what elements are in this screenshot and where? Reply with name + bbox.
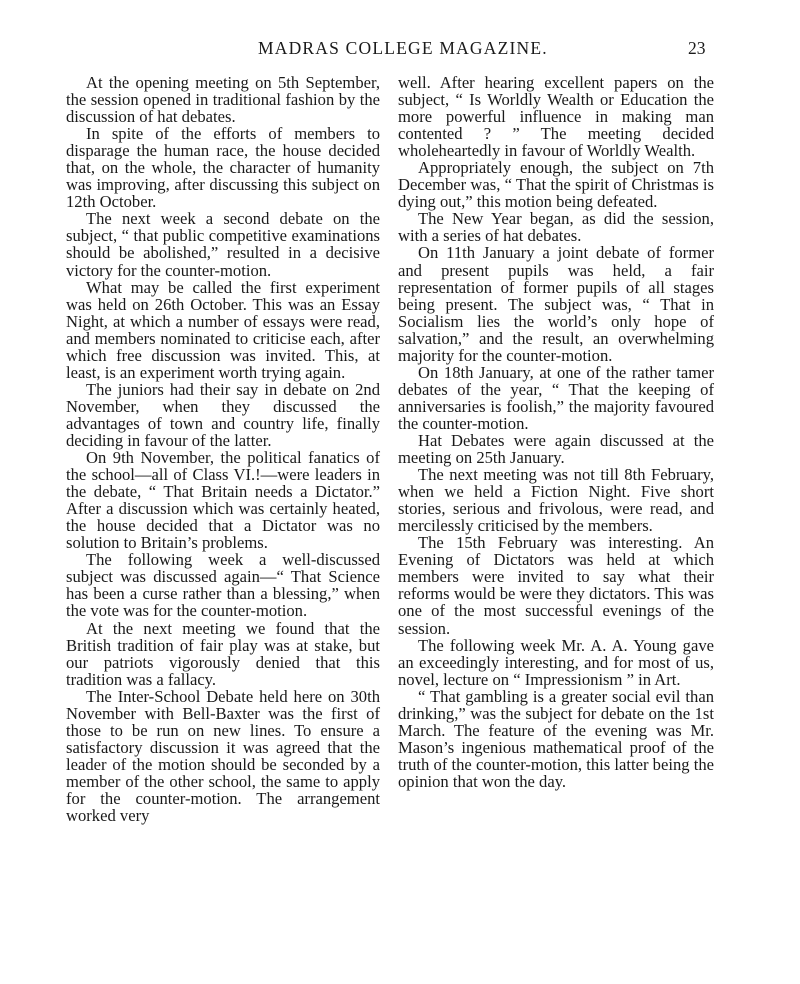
paragraph: The Inter-School Debate held here on 30th November with Bell-Baxter was the first of those to be run on new lines. To ensure a satisfactory discussion it was agreed that the leader of the motion should be seconded by a member of the other school, the same to apply for the counter-motion. The arrangement worked very [66, 686, 380, 826]
left-column [66, 74, 380, 824]
running-title: MADRAS COLLEGE MAGAZINE. [258, 38, 548, 58]
paragraph: The next week a second debate on the subject, “ that public competitive examinations should be abolished,” resulted in a decisive victory for the counter-motion. [66, 209, 380, 280]
right-column [398, 74, 714, 790]
paragraph: “ That gambling is a greater social evil than drinking,” was the subject for debate on the 1st March. The feature of the evening was Mr. Mason’s ingenious mathematical proof of the truth of the counter-motion, this latter being the opinion that won the day. [398, 686, 714, 791]
paragraph: On 9th November, the political fanatics of the school—all of Class VI.!—were leaders in the debate, “ That Britain needs a Dictator.” After a discussion which was certainly heated, the house decided that a Dictator was no solution to Britain’s problems. [66, 448, 380, 553]
paragraph: The 15th February was interesting. An Evening of Dictators was held at which members were invited to say what their reforms would be were they dictators. This was one of the most successful evenings of the session. [398, 533, 714, 638]
paragraph: The following week Mr. A. A. Young gave an exceedingly interesting, and for most of us, novel, lecture on “ Impressionism ” in Art. [398, 635, 714, 689]
paragraph: The New Year began, as did the session, with a series of hat debates. [398, 209, 714, 246]
paragraph: The following week a well-discussed subject was discussed again—“ That Science has been a curse rather than a blessing,” when the vote was for the counter-motion. [66, 550, 380, 621]
paragraph: In spite of the efforts of members to disparage the human race, the house decided that, on the whole, the character of humanity was improving, after discussing this subject on 12th October. [66, 124, 380, 212]
paragraph-continued: well. After hearing excellent papers on the subject, “ Is Worldly Wealth or Education the more powerful influence in making man contented ? ” The meeting decided wholeheartedly in favour of Worldly Wealth. [398, 73, 714, 161]
paragraph: The next meeting was not till 8th February, when we held a Fiction Night. Five short stories, serious and frivolous, were read, and mercilessly criticised by the members. [398, 465, 714, 536]
paragraph: On 11th January a joint debate of former and present pupils was held, a fair representation of former pupils of all stages being present. The subject was, “ That in Socialism lies the world’s only hope of salvation,” and the result, an overwhelming majority for the counter-motion. [398, 243, 714, 365]
page-number: 23 [688, 38, 706, 58]
paragraph: At the next meeting we found that the British tradition of fair play was at stake, but our patriots vigorously denied that this tradition was a fallacy. [66, 618, 380, 689]
paragraph: On 18th January, at one of the rather tamer debates of the year, “ That the keeping of anniversaries is foolish,” the majority favoured the counter-motion. [398, 362, 714, 433]
paragraph: Hat Debates were again discussed at the meeting on 25th January. [398, 430, 714, 468]
paragraph: At the opening meeting on 5th September, the session opened in traditional fashion by the discussion of hat debates. [66, 73, 380, 127]
paragraph: Appropriately enough, the subject on 7th December was, “ That the spirit of Christmas is dying out,” this motion being defeated. [398, 158, 714, 212]
paragraph: What may be called the first experiment was held on 26th October. This was an Essay Night, at which a number of essays were read, and members nominated to criticise each, after which free discussion was invited. This, at least, is an experiment worth trying again. [66, 277, 380, 382]
paragraph: The juniors had their say in debate on 2nd November, when they discussed the advantages of town and country life, finally deciding in favour of the latter. [66, 379, 380, 450]
page-header [0, 38, 800, 62]
